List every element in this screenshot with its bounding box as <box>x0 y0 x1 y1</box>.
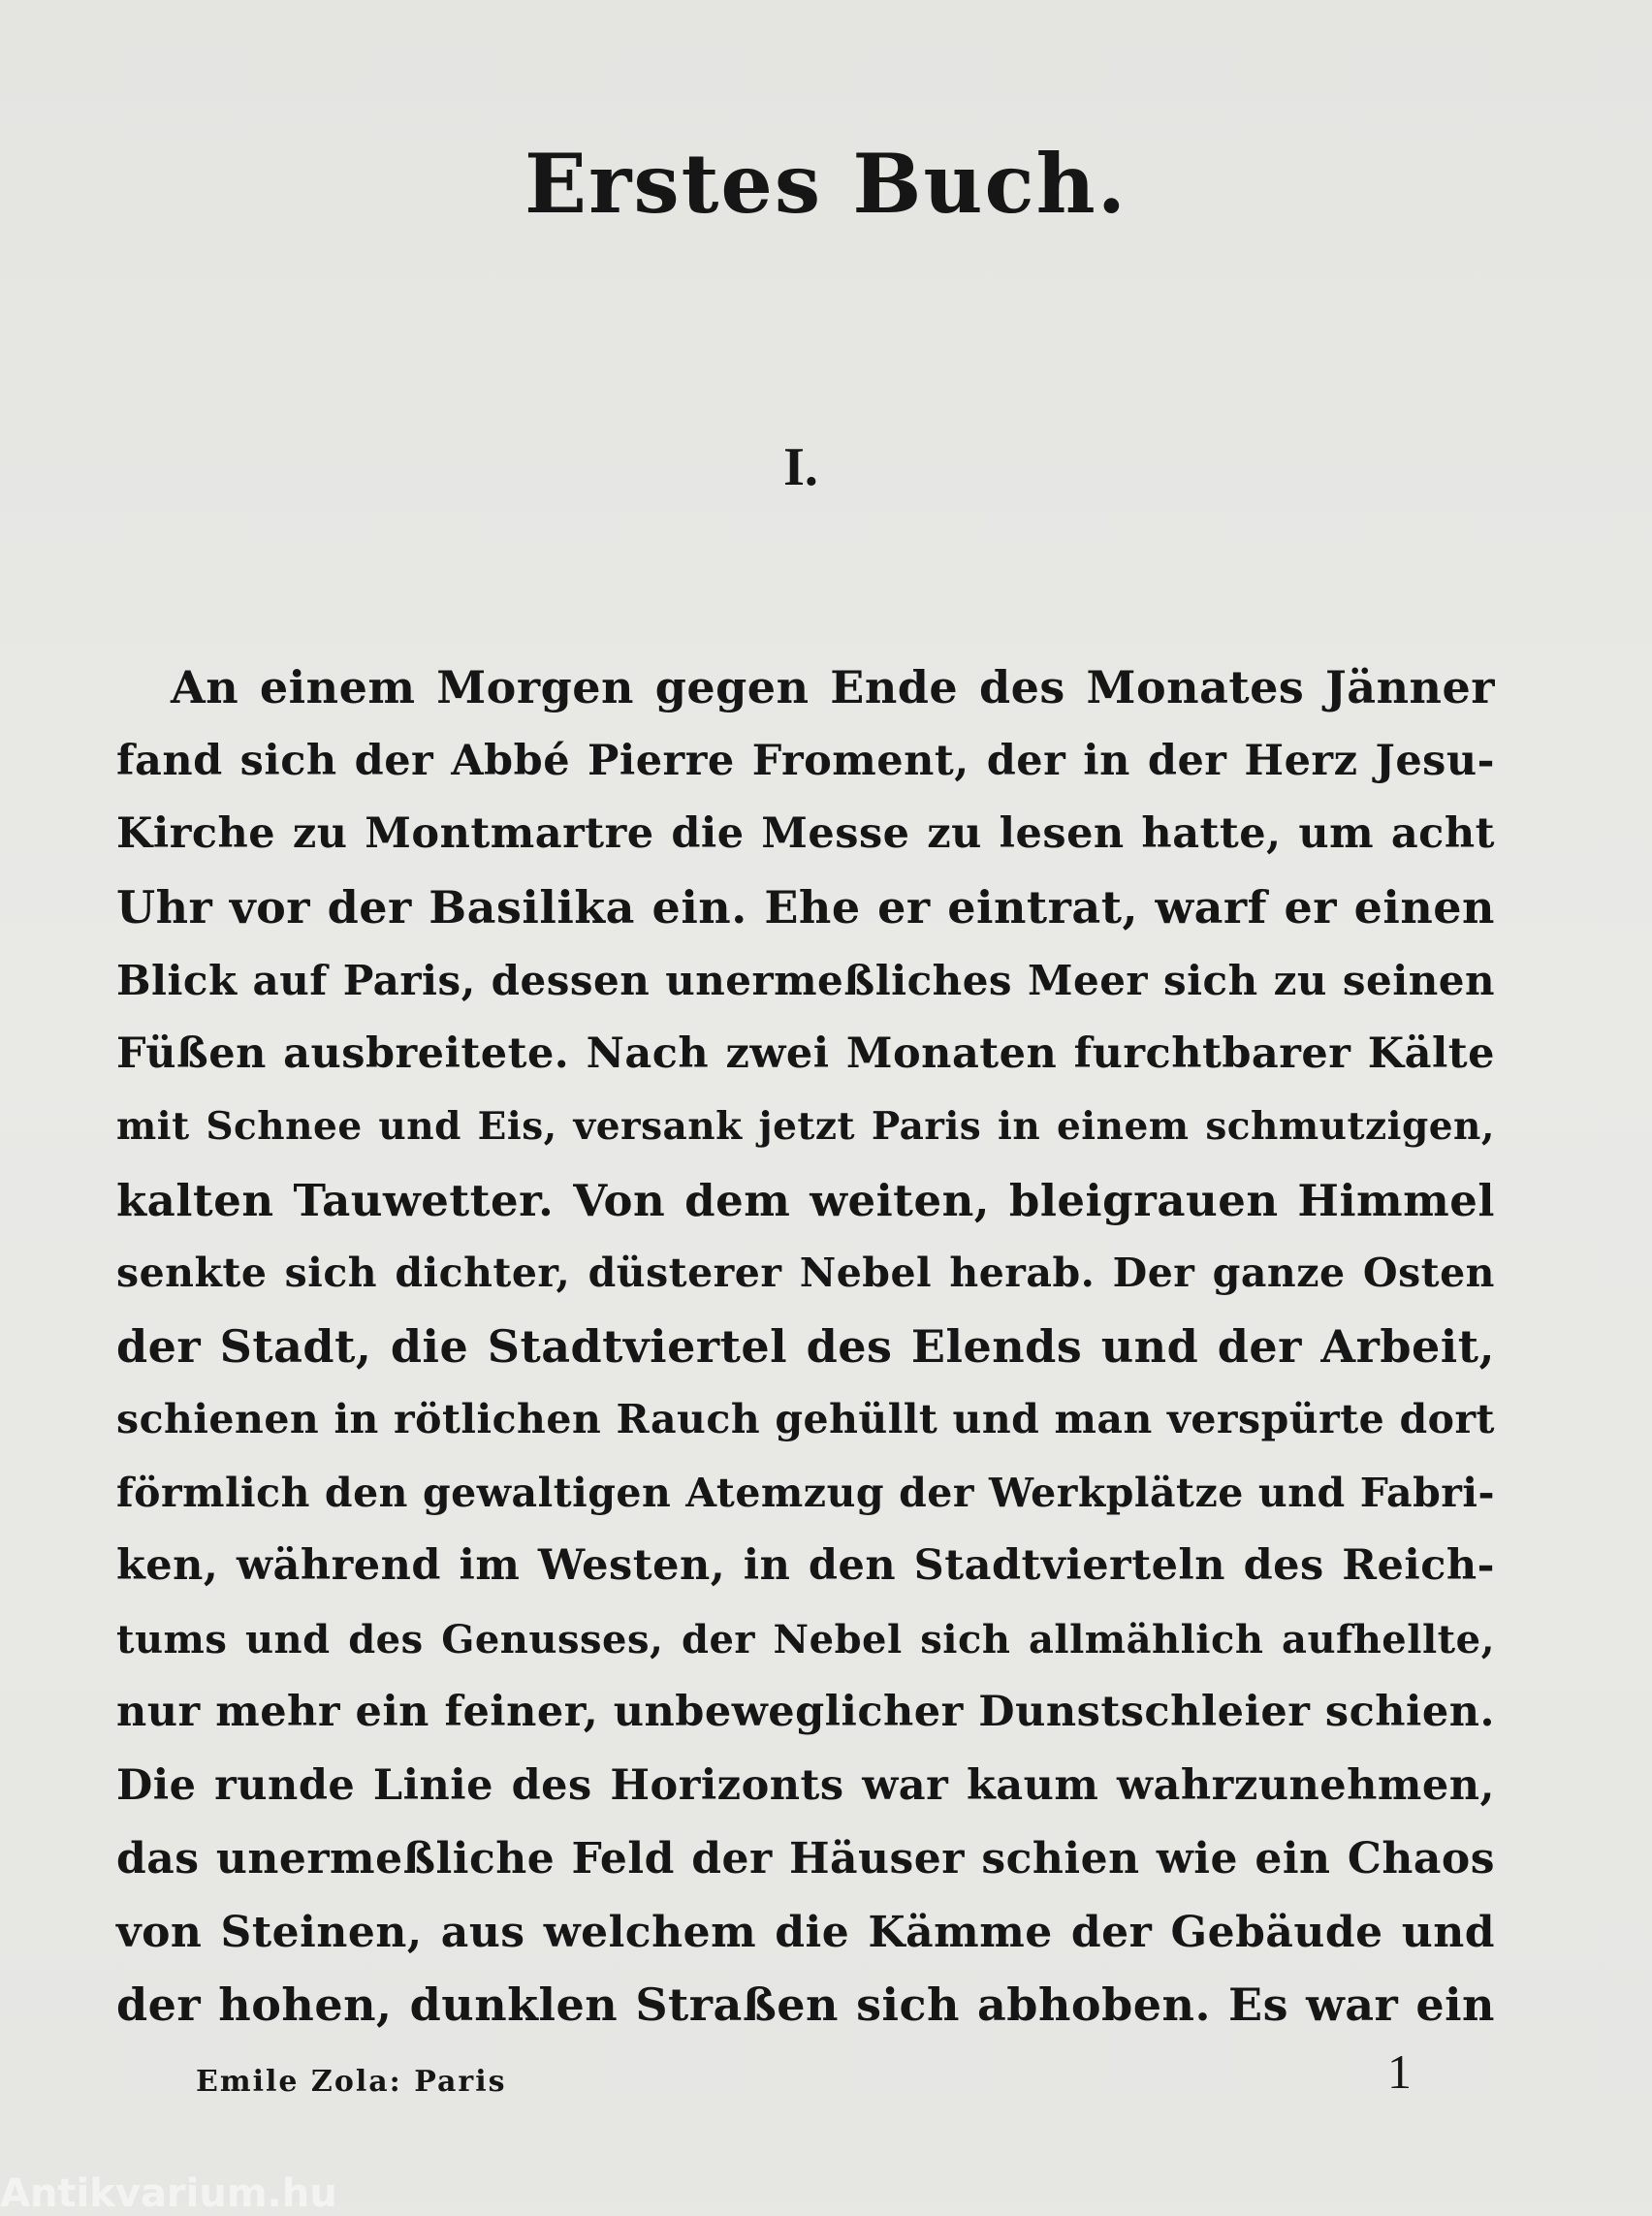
text-line: der Stadt, die Stadtviertel des Elends und der Arbeit, <box>116 1319 1495 1373</box>
text-line: nur mehr ein feiner, unbeweglicher Dunstschleier schien. <box>116 1688 1495 1736</box>
text-line: Kirche zu Montmartre die Messe zu lesen hatte, um acht <box>116 809 1495 858</box>
text-line: ken, während im Westen, in den Stadtvierteln des Reich- <box>116 1541 1495 1590</box>
text-line: Blick auf Paris, dessen unermeßliches Meer sich zu seinen <box>116 957 1495 1004</box>
text-line: mit Schnee und Eis, versank jetzt Paris in einem schmutzigen, <box>116 1104 1495 1149</box>
footer-signature: Emile Zola: Paris <box>196 2065 507 2099</box>
body-text <box>116 651 1495 2042</box>
watermark: Antikvarium.hu <box>0 2171 337 2216</box>
chapter-number: I. <box>783 437 818 497</box>
text-line: förmlich den gewaltigen Atemzug der Werkplätze und Fabri- <box>116 1469 1495 1516</box>
text-line: Uhr vor der Basilika ein. Ehe er eintrat, warf er einen <box>116 880 1495 934</box>
text-line: fand sich der Abbé Pierre Froment, der in der Herz Jesu- <box>116 736 1495 785</box>
text-line: schienen in rötlichen Rauch gehüllt und man verspürte dort <box>116 1396 1495 1442</box>
book-title: Erstes Buch. <box>524 136 1128 232</box>
text-line: der hohen, dunklen Straßen sich abhoben. Es war ein <box>116 1979 1495 2031</box>
text-line: Füßen ausbreitete. Nach zwei Monaten furchtbarer Kälte <box>116 1029 1495 1078</box>
text-line: An einem Morgen gegen Ende des Monates Jänner <box>171 661 1495 713</box>
text-line: senkte sich dichter, düsterer Nebel herab. Der ganze Osten <box>116 1250 1495 1296</box>
text-line: tums und des Genusses, der Nebel sich allmählich aufhellte, <box>116 1616 1495 1662</box>
text-line: kalten Tauwetter. Von dem weiten, bleigrauen Himmel <box>116 1174 1495 1226</box>
page-number: 1 <box>1387 2044 1412 2099</box>
text-line: Die runde Linie des Horizonts war kaum wahrzunehmen, <box>116 1760 1495 1810</box>
text-line: das unermeßliche Feld der Häuser schien wie ein Chaos <box>116 1834 1495 1884</box>
text-line: von Steinen, aus welchem die Kämme der Gebäude und <box>116 1907 1495 1957</box>
